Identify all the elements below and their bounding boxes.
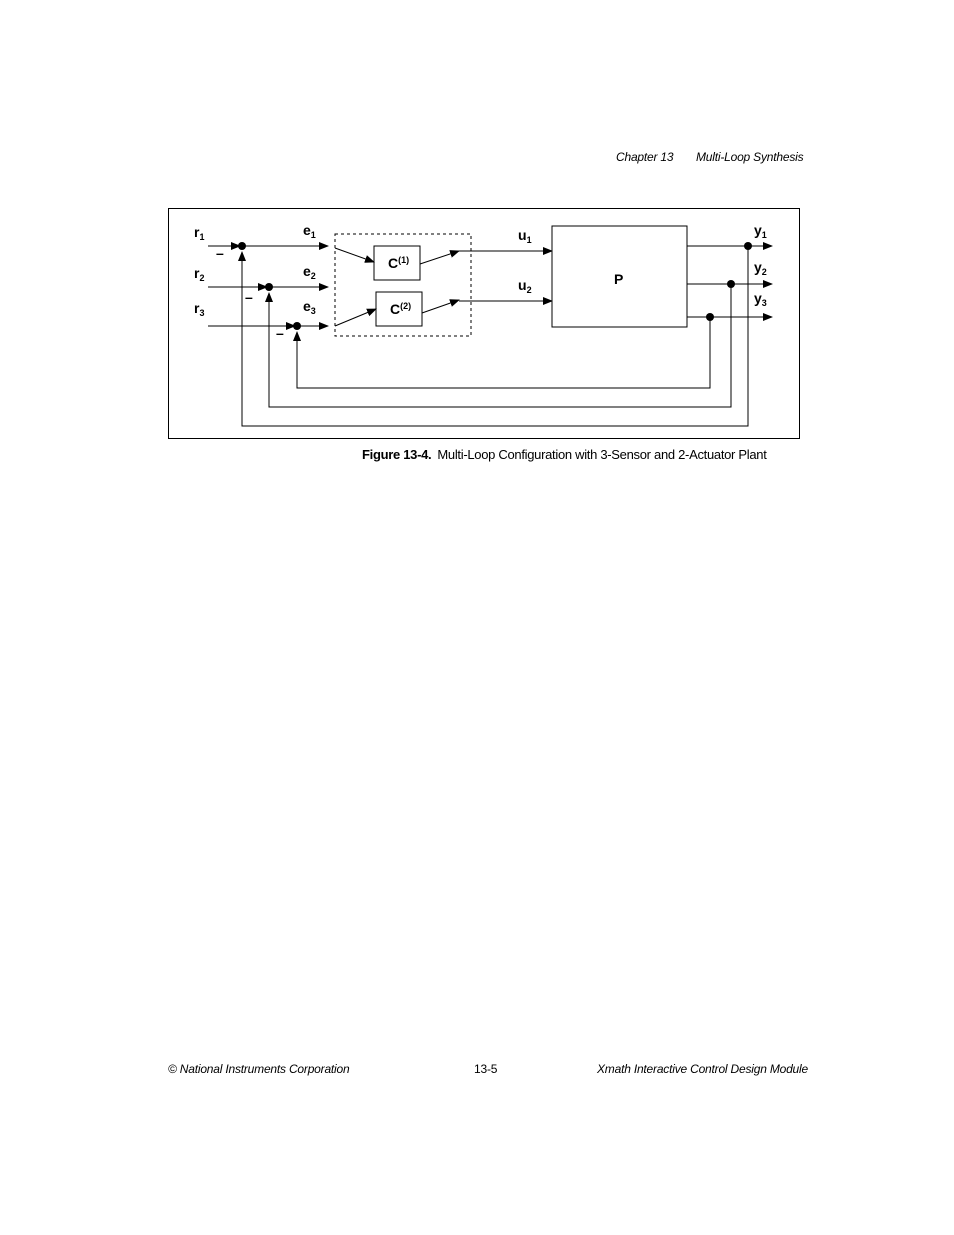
minus-sign-1: – xyxy=(216,245,224,261)
footer-page-number: 13-5 xyxy=(474,1062,498,1076)
label-c2: $C^{(2)}$ xyxy=(390,301,412,317)
c2-output-arrow xyxy=(422,300,459,313)
label-e2: e2 xyxy=(303,263,316,281)
figure-label: Figure 13-4. xyxy=(362,447,432,462)
footer-copyright: © National Instruments Corporation xyxy=(168,1062,350,1076)
label-u2: u2 xyxy=(518,277,532,295)
label-y3: y3 xyxy=(754,290,767,308)
label-c1: $C^{(1)}$ xyxy=(388,255,410,271)
feedback-y3 xyxy=(297,317,710,388)
minus-sign-3: – xyxy=(276,325,284,341)
label-y2: y2 xyxy=(754,259,767,277)
label-e1: e1 xyxy=(303,222,316,240)
header-chapter: Chapter 13 xyxy=(616,150,674,164)
label-u1: u1 xyxy=(518,227,532,245)
label-e3: e3 xyxy=(303,298,316,316)
label-r3: r3 xyxy=(194,300,205,318)
diagram-frame xyxy=(169,209,800,439)
block-diagram xyxy=(168,208,800,439)
label-r1: r1 xyxy=(194,224,205,242)
header-section-title: Multi-Loop Synthesis xyxy=(696,150,804,164)
figure-caption xyxy=(362,447,767,462)
c1-output-arrow xyxy=(420,251,459,264)
label-plant: P xyxy=(614,271,624,287)
footer-product: Xmath Interactive Control Design Module xyxy=(597,1062,808,1076)
c1-input-arrow xyxy=(335,248,374,262)
minus-sign-2: – xyxy=(245,289,253,305)
label-y1: y1 xyxy=(754,222,767,240)
figure-caption-text: Multi-Loop Configuration with 3-Sensor and 2-Actuator Plant xyxy=(437,447,767,462)
c2-input-arrow xyxy=(335,309,376,326)
label-r2: r2 xyxy=(194,265,205,283)
